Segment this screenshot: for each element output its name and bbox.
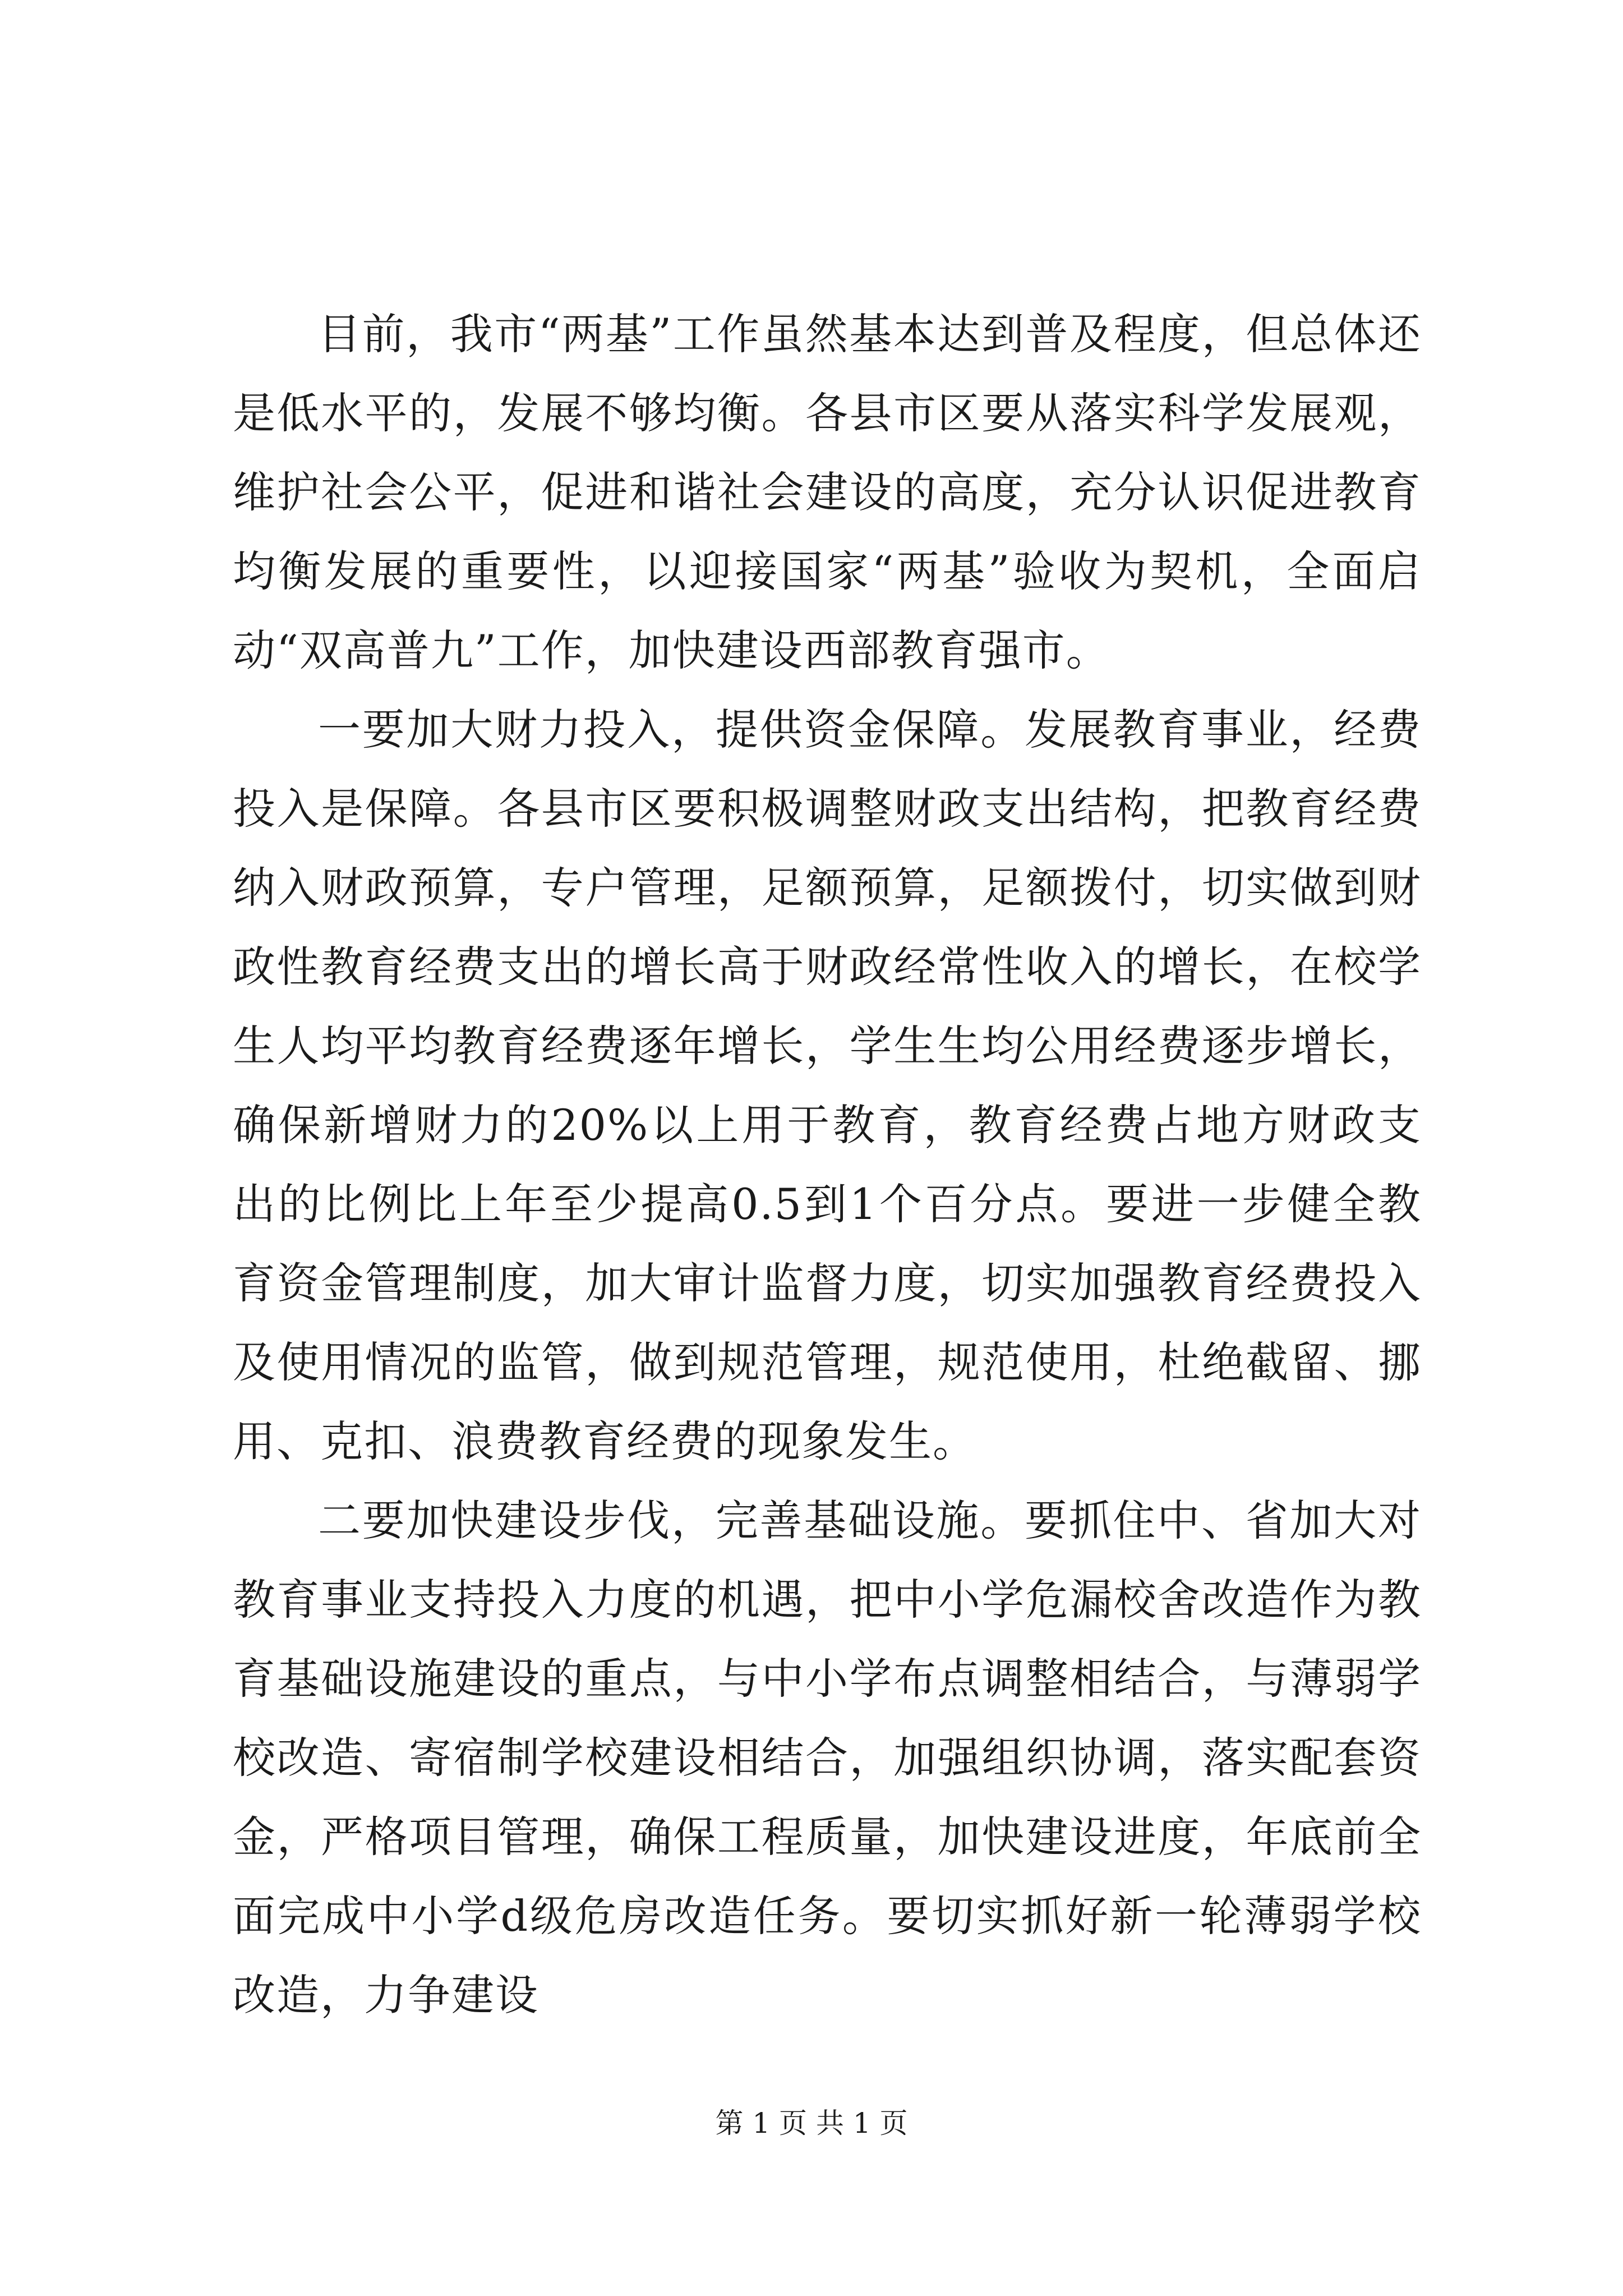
paragraph-construction: 二要加快建设步伐，完善基础设施。要抓住中、省加大对教育事业支持投入力度的机遇，把中小学危漏校舍改造作为教育基础设施建设的重点，与中小学布点调整相结合，与薄弱学校改造、寄宿制学校建设相结合，加强组织协调，落实配套资金，严格项目管理，确保工程质量，加快建设进度，年底前全面完成中小学d级危房改造任务。要切实抓好新一轮薄弱学校改造，力争建设 (233, 1496, 1422, 2020)
paragraph-funding: 一要加大财力投入，提供资金保障。发展教育事业，经费投入是保障。各县市区要积极调整财政支出结构，把教育经费纳入财政预算，专户管理，足额预算，足额拨付，切实做到财政性教育经费支出的增长高于财政经常性收入的增长，在校学生人均平均教育经费逐年增长，学生生均公用经费逐步增长，确保新增财力的20%以上用于教育，教育经费占地方财政支出的比例比上年至少提高0.5到1个百分点。要进一步健全教育资金管理制度，加大审计监督力度，切实加强教育经费投入及使用情况的监管，做到规范管理，规范使用，杜绝截留、挪用、克扣、浪费教育经费的现象发生。 (233, 705, 1422, 1466)
document-body (233, 295, 1422, 2035)
page-footer: 第 1 页 共 1 页 (715, 2107, 908, 2139)
paragraph-intro: 目前，我市“两基”工作虽然基本达到普及程度，但总体还是低水平的，发展不够均衡。各县市区要从落实科学发展观，维护社会公平，促进和谐社会建设的高度，充分认识促进教育均衡发展的重要性，以迎接国家“两基”验收为契机，全面启动“双高普九”工作，加快建设西部教育强市。 (233, 309, 1422, 675)
